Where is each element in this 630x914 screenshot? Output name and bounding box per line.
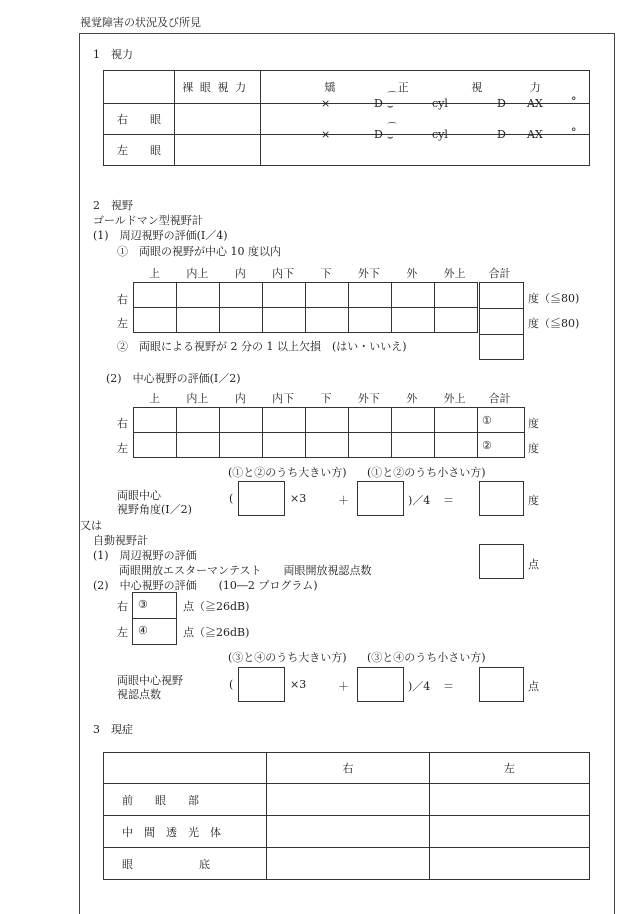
h-inner: 内 bbox=[234, 267, 246, 280]
central-angle-l1: 両眼中心 bbox=[117, 489, 161, 502]
row-fundus: 眼 底 bbox=[104, 848, 267, 880]
open-paren: ( bbox=[229, 678, 234, 691]
cell[interactable] bbox=[435, 433, 478, 458]
h-total: 合計 bbox=[488, 267, 511, 280]
equals-sign: ＝ bbox=[443, 680, 454, 693]
d2-mark: D bbox=[497, 128, 506, 141]
pts-result-box[interactable] bbox=[479, 667, 524, 702]
cell[interactable] bbox=[306, 308, 349, 333]
total-box[interactable] bbox=[479, 308, 524, 335]
right-label: 右 bbox=[117, 417, 128, 430]
h-down: 下 bbox=[320, 392, 332, 405]
cell[interactable] bbox=[392, 283, 435, 308]
equals-sign: ＝ bbox=[443, 494, 454, 507]
hc-3: 力 bbox=[529, 81, 541, 94]
cell-left[interactable] bbox=[430, 816, 590, 848]
deg-label: 度 bbox=[528, 417, 539, 430]
cell[interactable] bbox=[392, 433, 435, 458]
larger-12: (①と②のうち大きい方) bbox=[228, 466, 347, 479]
document-title: 視覚障害の状況及び所見 bbox=[80, 16, 201, 29]
deg-label: 度 bbox=[528, 494, 539, 507]
central-pts-l2: 視認点数 bbox=[117, 688, 161, 701]
circ4: ④ bbox=[138, 624, 148, 637]
or-label: 又は bbox=[80, 519, 102, 532]
header-empty bbox=[104, 753, 267, 784]
cell[interactable] bbox=[177, 308, 220, 333]
left-label: 左 bbox=[117, 626, 128, 639]
plus-sign: ＋ bbox=[338, 494, 349, 507]
plus-sign: ＋ bbox=[338, 680, 349, 693]
goldmann-label: ゴールドマン型視野計 bbox=[93, 214, 203, 227]
peripheral-table bbox=[133, 282, 478, 333]
cyl-mark: cyl bbox=[432, 97, 448, 110]
cell[interactable] bbox=[134, 283, 177, 308]
angle-result-box[interactable] bbox=[479, 481, 524, 516]
cell[interactable] bbox=[177, 433, 220, 458]
cell[interactable] bbox=[134, 308, 177, 333]
corrected-acuity-cell[interactable] bbox=[261, 123, 590, 166]
smaller-34: (③と④のうち小さい方) bbox=[367, 651, 486, 664]
ax-mark: AX bbox=[527, 128, 543, 141]
cell[interactable] bbox=[263, 408, 306, 433]
times-mark: × bbox=[321, 128, 331, 141]
cell[interactable] bbox=[134, 433, 177, 458]
cell[interactable] bbox=[392, 408, 435, 433]
central-angle-l2: 視野角度(I／2) bbox=[117, 503, 192, 516]
cell[interactable] bbox=[435, 283, 478, 308]
header-naked-acuity: 裸眼視力 bbox=[175, 71, 261, 104]
cell[interactable] bbox=[349, 283, 392, 308]
h-inner-down: 内下 bbox=[272, 267, 295, 280]
ax-mark: AX bbox=[527, 97, 543, 110]
auto-perimeter-label: 自動視野計 bbox=[93, 534, 148, 547]
h-up: 上 bbox=[148, 392, 160, 405]
h-inner-up: 内上 bbox=[186, 392, 209, 405]
central-table bbox=[133, 407, 525, 458]
naked-acuity-cell[interactable] bbox=[175, 104, 261, 135]
direction-headers-1 bbox=[133, 265, 523, 281]
left-label: 左 bbox=[117, 442, 128, 455]
cell-right[interactable] bbox=[267, 816, 430, 848]
div4: )／4 bbox=[408, 680, 431, 693]
within-10-label: ① 両眼の視野が中心 10 度以内 bbox=[117, 245, 281, 258]
row-anterior: 前 眼 部 bbox=[104, 784, 267, 816]
section-3-title: 3 現症 bbox=[93, 723, 133, 736]
pt-label: 点 bbox=[528, 558, 539, 571]
smaller-12: (①と②のうち小さい方) bbox=[367, 466, 486, 479]
right-pts-box[interactable] bbox=[132, 592, 177, 619]
auto-central-label: (2) 中心視野の評価 (10―2 プログラム) bbox=[93, 579, 318, 592]
cell[interactable] bbox=[177, 408, 220, 433]
peripheral-eval-label: (1) 周辺視野の評価(I／4) bbox=[93, 229, 228, 242]
d-mark: D bbox=[374, 128, 383, 141]
esterman-box[interactable] bbox=[479, 544, 524, 579]
cell-left[interactable] bbox=[430, 848, 590, 880]
h-outer-up: 外上 bbox=[443, 392, 466, 405]
cell[interactable] bbox=[263, 308, 306, 333]
cell[interactable] bbox=[306, 433, 349, 458]
naked-acuity-cell[interactable] bbox=[175, 135, 261, 166]
deg-label: 度 bbox=[528, 442, 539, 455]
times-mark: × bbox=[321, 97, 331, 110]
d2-mark: D bbox=[497, 97, 506, 110]
d-mark: D bbox=[374, 97, 383, 110]
findings-table bbox=[103, 752, 590, 880]
half-loss-label: ② 両眼による視野が 2 分の 1 以上欠損 (はい・いいえ) bbox=[117, 340, 407, 353]
deg-le80-label: 度（≦80) bbox=[528, 317, 580, 330]
right-label: 右 bbox=[117, 600, 128, 613]
h-outer-up: 外上 bbox=[443, 267, 466, 280]
cell[interactable] bbox=[263, 283, 306, 308]
open-paren: ( bbox=[229, 492, 234, 505]
header-empty bbox=[104, 71, 175, 104]
h-inner-down: 内下 bbox=[272, 392, 295, 405]
left-pts-box[interactable] bbox=[132, 618, 177, 645]
cell[interactable] bbox=[306, 283, 349, 308]
hc-2: 視 bbox=[471, 81, 483, 94]
hc-1: 正 bbox=[397, 81, 409, 94]
degree-mark: ° bbox=[571, 95, 577, 108]
cyl-mark: cyl bbox=[432, 128, 448, 141]
larger-value-box[interactable] bbox=[238, 481, 285, 516]
smaller-value-box[interactable] bbox=[357, 481, 404, 516]
cell[interactable] bbox=[134, 408, 177, 433]
smaller-pts-box[interactable] bbox=[357, 667, 404, 702]
total-cell-2[interactable]: ② bbox=[478, 433, 525, 458]
times3: ×3 bbox=[290, 678, 307, 691]
h-outer: 外 bbox=[406, 267, 418, 280]
deg-le80-label: 度（≦80) bbox=[528, 292, 580, 305]
cell[interactable] bbox=[349, 433, 392, 458]
paren-mark: ⌒ ⌣ bbox=[387, 123, 397, 143]
cell[interactable] bbox=[435, 308, 478, 333]
h-inner-up: 内上 bbox=[186, 267, 209, 280]
esterman-label: 両眼開放エスターマンテスト 両眼開放視認点数 bbox=[119, 564, 372, 577]
h-outer-down: 外下 bbox=[357, 267, 380, 280]
header-left: 左 bbox=[430, 753, 590, 784]
pt-ge26-label: 点（≧26dB) bbox=[183, 600, 250, 613]
acuity-row-left bbox=[104, 135, 590, 166]
central-eval-label: (2) 中心視野の評価(Ⅰ／2) bbox=[106, 372, 241, 385]
acuity-row-right bbox=[104, 104, 590, 135]
cell-left[interactable] bbox=[430, 784, 590, 816]
auto-peripheral-label: (1) 周辺視野の評価 bbox=[93, 549, 197, 562]
row-media: 中 間 透 光 体 bbox=[104, 816, 267, 848]
section-1-title: 1 視力 bbox=[93, 48, 133, 61]
cell-right[interactable] bbox=[267, 784, 430, 816]
h-inner: 内 bbox=[234, 392, 246, 405]
direction-headers-2 bbox=[133, 390, 523, 406]
cell[interactable] bbox=[177, 283, 220, 308]
cell[interactable] bbox=[220, 408, 263, 433]
row-label: 左 眼 bbox=[104, 135, 175, 166]
total-cell-1[interactable]: ① bbox=[478, 408, 525, 433]
half-loss-box[interactable] bbox=[479, 334, 524, 360]
h-up: 上 bbox=[148, 267, 160, 280]
section-2-title: 2 視野 bbox=[93, 199, 133, 212]
hc-0: 矯 bbox=[324, 81, 336, 94]
row-label: 右 眼 bbox=[104, 104, 175, 135]
cell[interactable] bbox=[220, 433, 263, 458]
div4: )／4 bbox=[408, 494, 431, 507]
left-label: 左 bbox=[117, 317, 128, 330]
cell-right[interactable] bbox=[267, 848, 430, 880]
pt-label: 点 bbox=[528, 680, 539, 693]
larger-34: (③と④のうち大きい方) bbox=[228, 651, 347, 664]
cell[interactable] bbox=[349, 308, 392, 333]
h-total: 合計 bbox=[488, 392, 511, 405]
cell[interactable] bbox=[435, 408, 478, 433]
h-outer-down: 外下 bbox=[357, 392, 380, 405]
central-pts-l1: 両眼中心視野 bbox=[117, 674, 183, 687]
degree-mark: ° bbox=[571, 126, 577, 139]
larger-pts-box[interactable] bbox=[238, 667, 285, 702]
cell[interactable] bbox=[306, 408, 349, 433]
cell[interactable] bbox=[392, 308, 435, 333]
header-right: 右 bbox=[267, 753, 430, 784]
pt-ge26-label: 点（≧26dB) bbox=[183, 626, 250, 639]
circ3: ③ bbox=[138, 598, 148, 611]
times3: ×3 bbox=[290, 492, 307, 505]
cell[interactable] bbox=[349, 408, 392, 433]
cell[interactable] bbox=[220, 283, 263, 308]
h-down: 下 bbox=[320, 267, 332, 280]
cell[interactable] bbox=[263, 433, 306, 458]
paren-mark: ⌒ ⌣ bbox=[387, 92, 397, 112]
cell[interactable] bbox=[220, 308, 263, 333]
right-label: 右 bbox=[117, 293, 128, 306]
h-outer: 外 bbox=[406, 392, 418, 405]
total-box[interactable] bbox=[479, 282, 524, 309]
visual-acuity-table bbox=[103, 70, 590, 166]
